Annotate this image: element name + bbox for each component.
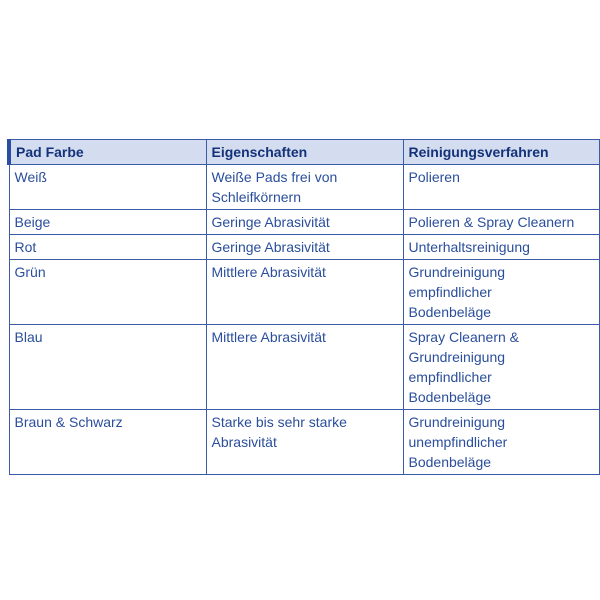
- cell-cleaning-method: [403, 410, 599, 475]
- cell-text-line: Polieren: [408, 169, 460, 185]
- cell-pad-color: [9, 165, 206, 210]
- cell-text-line: Schleifkörnern: [211, 189, 301, 205]
- table-row: [9, 260, 599, 325]
- cell-text-line: Grundreinigung: [408, 264, 506, 280]
- cell-pad-color: [9, 410, 206, 475]
- cell-text-line: empfindlicher: [408, 284, 492, 300]
- table-header: [9, 140, 599, 165]
- header-properties: Eigenschaften: [206, 140, 403, 165]
- table-row: [9, 165, 599, 210]
- cell-text-line: Abrasivität: [211, 434, 277, 450]
- cell-text-line: Braun & Schwarz: [14, 414, 123, 430]
- cell-cleaning-method: [403, 325, 599, 410]
- cell-text-line: Bodenbeläge: [408, 454, 492, 470]
- cell-text-line: Geringe Abrasivität: [211, 214, 330, 230]
- cell-properties: [206, 325, 403, 410]
- cell-text-line: Grundreinigung: [408, 414, 506, 430]
- pad-color-table-container: [7, 139, 597, 475]
- cell-properties: [206, 410, 403, 475]
- cell-cleaning-method: [403, 235, 599, 260]
- cell-text-line: Weiß: [14, 169, 47, 185]
- table-row: [9, 210, 599, 235]
- cell-text-line: Geringe Abrasivität: [211, 239, 330, 255]
- cell-properties: [206, 165, 403, 210]
- table-row: [9, 325, 599, 410]
- pad-color-table: [7, 139, 600, 475]
- table-row: [9, 410, 599, 475]
- cell-text-line: Weiße Pads frei von: [211, 169, 338, 185]
- cell-text-line: Spray Cleanern &: [408, 329, 520, 345]
- table-body: [9, 165, 599, 475]
- cell-properties: [206, 210, 403, 235]
- cell-pad-color: [9, 235, 206, 260]
- cell-cleaning-method: [403, 260, 599, 325]
- cell-text-line: unempfindlicher: [408, 434, 508, 450]
- header-row: [9, 140, 599, 165]
- cell-text-line: Rot: [14, 239, 37, 255]
- cell-properties: [206, 260, 403, 325]
- header-cleaning-method: Reinigungsverfahren: [403, 140, 599, 165]
- cell-pad-color: [9, 260, 206, 325]
- cell-cleaning-method: [403, 210, 599, 235]
- cell-text-line: Starke bis sehr starke: [211, 414, 347, 430]
- cell-text-line: Bodenbeläge: [408, 304, 492, 320]
- cell-cleaning-method: [403, 165, 599, 210]
- cell-text-line: Blau: [14, 329, 43, 345]
- cell-properties: [206, 235, 403, 260]
- cell-text-line: Mittlere Abrasivität: [211, 329, 326, 345]
- cell-text-line: Bodenbeläge: [408, 389, 492, 405]
- cell-pad-color: [9, 325, 206, 410]
- cell-pad-color: [9, 210, 206, 235]
- cell-text-line: empfindlicher: [408, 369, 492, 385]
- header-pad-color: Pad Farbe: [9, 140, 206, 165]
- cell-text-line: Grün: [14, 264, 46, 280]
- cell-text-line: Beige: [14, 214, 51, 230]
- table-row: [9, 235, 599, 260]
- cell-text-line: Grundreinigung: [408, 349, 506, 365]
- cell-text-line: Unterhaltsreinigung: [408, 239, 530, 255]
- cell-text-line: Polieren & Spray Cleanern: [408, 214, 575, 230]
- cell-text-line: Mittlere Abrasivität: [211, 264, 326, 280]
